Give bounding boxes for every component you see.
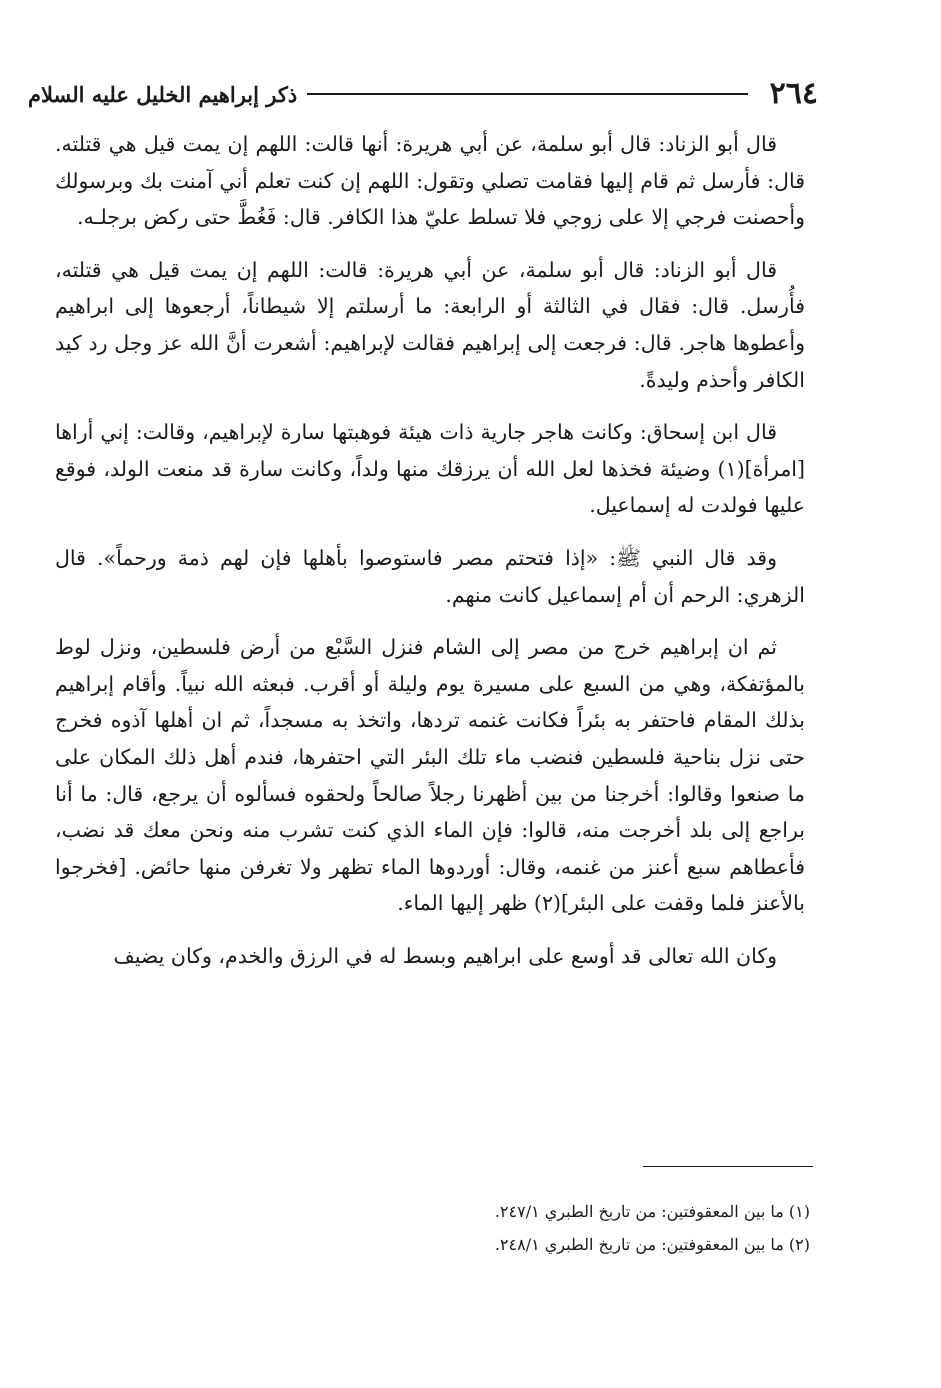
- body-text: [55, 126, 805, 990]
- paragraph-1: قال أبو الزناد: قال أبو سلمة، عن أبي هريرة: أنها قالت: اللهم إن يمت قيل هي قتلته. قال: فأرسل ثم قام إليها فقامت تصلي وتقول: اللهم إن كنت تعلم أني آمنت بك وبرسولك وأحصنت فرجي إلا على زوجي فلا تسلط عليّ هذا الكافر. قال: فَغُطَّ حتى ركض برجلـه.: [55, 132, 805, 230]
- page-header: [28, 76, 818, 112]
- footnotes: [300, 1195, 810, 1261]
- footnote-1: (١) ما بين المعقوفتين: من تاريخ الطبري ٢٤٧/١.: [494, 1202, 810, 1221]
- paragraph-5: ثم ان إبراهيم خرج من مصر إلى الشام فنزل السَّبْع من أرض فلسطين، ونزل لوط بالمؤتفكة، وهي من السبع على مسيرة يوم وليلة أو أقرب. فبعثه الله نبياً. وأقام إبراهيم بذلك المقام فاحتفر به بئراً فكانت غنمه تردها، واتخذ به مسجداً، ثم ان أهلها آذوه فخرج حتى نزل بناحية فلسطين فنضب ماء تلك البئر التي احتفرها، فندم أهل ذلك المكان على ما صنعوا وقالوا: أخرجنا من بين أظهرنا رجلاً صالحاً ولحقوه فسألوه أن يرجع، قال: ما أنا براجع إلى بلد أخرجت منه، قالوا: فإن الماء الذي كنت تشرب منه ونحن معك قد نضب، فأعطاهم سبع أعنز من غنمه، وقال: أوردوها الماء تظهر ولا تغرفن منها حائض. [فخرجوا بالأعنز فلما وقفت على البئر](٢) ظهر إليها الماء.: [55, 635, 805, 916]
- running-title: ذكر إبراهيم الخليل عليه السلام: [28, 81, 298, 107]
- footnote-2: (٢) ما بين المعقوفتين: من تاريخ الطبري ٢٤٨/١.: [494, 1235, 810, 1254]
- header-rule: [307, 93, 747, 95]
- footnote-separator: [643, 1166, 813, 1167]
- page-number: ٢٦٤: [769, 76, 818, 111]
- paragraph-6: وكان الله تعالى قد أوسع على ابراهيم وبسط له في الرزق والخدم، وكان يضيف: [113, 943, 777, 968]
- paragraph-2: قال أبو الزناد: قال أبو سلمة، عن أبي هريرة: قالت: اللهم إن يمت قيل هي قتلته، فأُرسل. قال: فقال في الثالثة أو الرابعة: ما أرسلتم إلا شيطاناً، أرجعوها إلى ابراهيم وأعطوها هاجر. قال: فرجعت إلى إبراهيم فقالت لإبراهيم: أشعرت أنَّ الله عز وجل رد كيد الكافر وأحذم وليدةً.: [55, 257, 805, 392]
- paragraph-4: وقد قال النبي ﷺ: «إذا فتحتم مصر فاستوصوا بأهلها فإن لهم ذمة ورحماً». قال الزهري: الرحم أن أم إسماعيل كانت منهم.: [55, 545, 805, 607]
- paragraph-3: قال ابن إسحاق: وكانت هاجر جارية ذات هيئة فوهبتها سارة لإبراهيم، وقالت: إني أراها [امرأة](١) وضيئة فخذها لعل الله أن يرزقك منها ولداً، وكانت سارة قد منعت الولد، فوقع عليها فولدت له إسماعيل.: [55, 420, 805, 518]
